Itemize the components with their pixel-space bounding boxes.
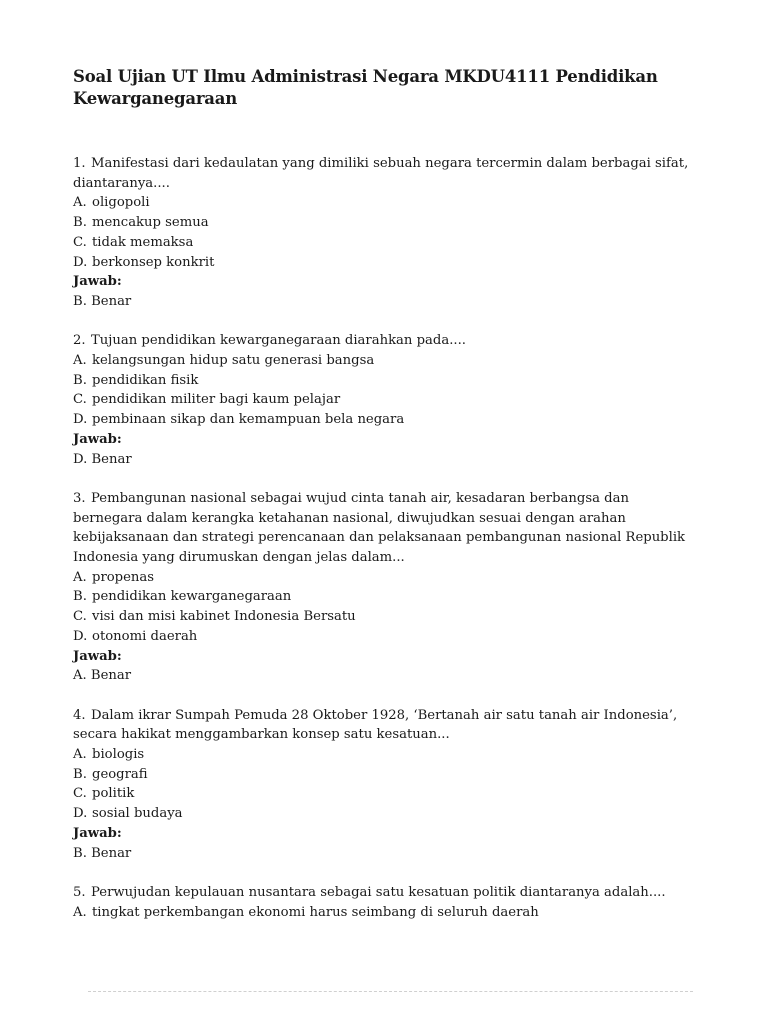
option-letter: D. <box>73 412 88 428</box>
answer-option <box>73 371 698 391</box>
question-item <box>73 489 698 686</box>
question-number: 1. <box>73 156 86 171</box>
answer-label: Jawab: <box>73 274 122 290</box>
question-list <box>73 154 698 922</box>
answer-option <box>73 903 698 923</box>
question-text-line <box>73 883 698 903</box>
option-text: oligopoli <box>92 195 150 211</box>
option-text: tidak memaksa <box>92 234 194 250</box>
option-letter: B. <box>73 215 87 231</box>
answer-option <box>73 253 698 273</box>
answer-option <box>73 804 698 824</box>
question-item <box>73 331 698 469</box>
option-letter: A. <box>73 904 87 920</box>
question-text-line <box>73 706 698 745</box>
question-text-line <box>73 489 698 568</box>
question-number: 2. <box>73 333 86 349</box>
question-text-line <box>73 154 698 193</box>
question-text: Tujuan pendidikan kewarganegaraan diarahkan pada.... <box>91 333 466 349</box>
option-text: sosial budaya <box>92 806 183 822</box>
option-text: pembinaan sikap dan kemampuan bela negara <box>92 412 405 428</box>
answer-option <box>73 568 698 588</box>
option-text: geografi <box>92 766 148 782</box>
question-text: Dalam ikrar Sumpah Pemuda 28 Oktober 1928, ‘Bertanah air satu tanah air Indonesia’, secara hakikat menggambarkan konsep satu kesatuan... <box>73 707 678 743</box>
option-letter: C. <box>73 234 87 250</box>
question-text: Manifestasi dari kedaulatan yang dimiliki sebuah negara tercermin dalam berbagai sifat, diantaranya.... <box>73 156 689 191</box>
document-title: Soal Ujian UT Ilmu Administrasi Negara MKDU4111 Pendidikan Kewarganegaraan <box>73 67 658 108</box>
question-item <box>73 883 698 922</box>
answer-option <box>73 607 698 627</box>
option-text: pendidikan militer bagi kaum pelajar <box>92 392 341 408</box>
option-letter: A. <box>73 195 87 211</box>
answer-option <box>73 627 698 647</box>
option-text: kelangsungan hidup satu generasi bangsa <box>92 353 375 369</box>
option-letter: D. <box>73 254 88 270</box>
option-text: biologis <box>92 747 145 763</box>
option-letter: B. <box>73 589 87 605</box>
option-text: mencakup semua <box>92 215 209 231</box>
answer-option <box>73 193 698 213</box>
answer-value: B. Benar <box>73 293 132 309</box>
question-item <box>73 154 698 312</box>
answer-option <box>73 390 698 410</box>
answer-option <box>73 784 698 804</box>
document-page <box>73 66 698 942</box>
answer-option <box>73 233 698 253</box>
option-letter: A. <box>73 353 87 369</box>
answer-value: A. Benar <box>73 668 132 684</box>
answer-option <box>73 745 698 765</box>
answer-option <box>73 351 698 371</box>
option-letter: C. <box>73 392 87 408</box>
question-number: 3. <box>73 490 86 506</box>
answer-option <box>73 765 698 785</box>
answer-option <box>73 587 698 607</box>
option-text: pendidikan kewarganegaraan <box>92 589 292 605</box>
option-text: visi dan misi kabinet Indonesia Bersatu <box>92 609 356 625</box>
option-letter: C. <box>73 786 87 802</box>
option-text: tingkat perkembangan ekonomi harus seimbang di seluruh daerah <box>92 904 539 920</box>
answer-option <box>73 213 698 233</box>
option-text: politik <box>92 786 135 802</box>
option-text: pendidikan fisik <box>92 372 199 388</box>
answer-label: Jawab: <box>73 825 122 841</box>
answer-value: D. Benar <box>73 451 132 467</box>
question-item <box>73 706 698 864</box>
answer-option <box>73 410 698 430</box>
question-text: Perwujudan kepulauan nusantara sebagai satu kesatuan politik diantaranya adalah.... <box>91 884 666 900</box>
option-text: berkonsep konkrit <box>92 254 215 270</box>
option-letter: D. <box>73 628 88 644</box>
answer-value: B. Benar <box>73 845 132 861</box>
option-letter: B. <box>73 766 87 782</box>
question-text: Pembangunan nasional sebagai wujud cinta tanah air, kesadaran berbangsa dan bernegara dalam kerangka ketahanan nasional, diwujudkan sesuai dengan arahan kebijaksanaan dan strategi perencanaan dan pelaksanaan pembangunan nasional Republik Indonesia yang dirumuskan dengan jelas dalam... <box>73 490 686 566</box>
option-letter: A. <box>73 747 87 763</box>
page-break-divider <box>88 991 693 992</box>
answer-label: Jawab: <box>73 648 122 664</box>
option-letter: C. <box>73 609 87 625</box>
option-text: otonomi daerah <box>92 628 198 644</box>
question-number: 4. <box>73 707 86 723</box>
question-number: 5. <box>73 884 86 900</box>
option-letter: D. <box>73 806 88 822</box>
answer-label: Jawab: <box>73 431 122 447</box>
option-text: propenas <box>92 569 155 585</box>
question-text-line <box>73 331 698 351</box>
option-letter: A. <box>73 569 87 585</box>
option-letter: B. <box>73 372 87 388</box>
